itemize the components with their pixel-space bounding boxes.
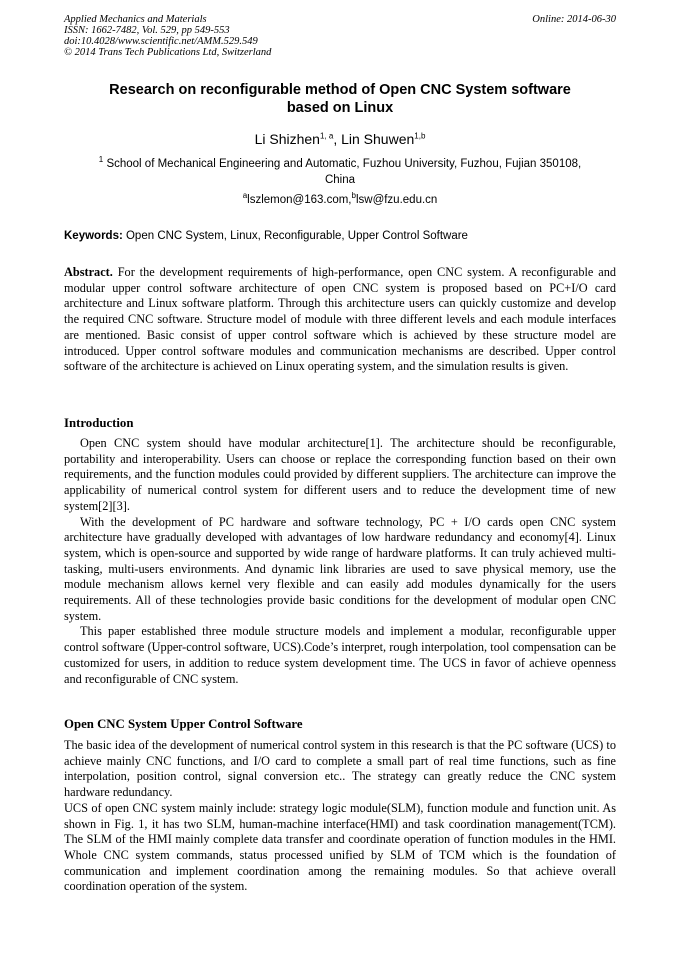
author-1: Li Shizhen [254, 131, 320, 147]
author-emails [64, 193, 616, 207]
keywords-label: Keywords: [64, 230, 123, 242]
affiliation-marker: 1 [98, 155, 104, 165]
author-list [64, 130, 616, 148]
title-line-1: Research on reconfigurable method of Open CNC System software [109, 82, 571, 98]
ocs-paragraph-1: The basic idea of the development of numerical control system in this research is that the PC software (UCS) to achieve mainly CNC functions, and I/O card to complete a small part of real time functions, such as fine interpolation, position control, signal conversion etc.. The strategy can greatly reduce the CNC system hardware redundancy. [64, 738, 616, 800]
keywords-text: Open CNC System, Linux, Reconfigurable, Upper Control Software [122, 230, 468, 242]
upper-control-body [64, 738, 616, 895]
author-2-affil: 1,b [414, 131, 426, 141]
online-date: Online: 2014-06-30 [532, 14, 616, 25]
issn-line: ISSN: 1662-7482, Vol. 529, pp 549-553 [64, 25, 230, 36]
ocs-paragraph-2: UCS of open CNC system mainly include: strategy logic module(SLM), function module and function unit. As shown in Fig. 1, it has two SLM, human-machine interface(HMI) and task coordination management(TCM). The SLM of the HMI mainly complete data transfer and coordinate operation of function modules in the HMI. Whole CNC system commands, status processed unified by SLM of TCM which is the foundation of communication and implement coordination among the remaining modules. So that achieve overall coordination operation of the system. [64, 800, 616, 894]
abstract [64, 265, 616, 375]
keywords [64, 229, 616, 243]
section-heading-upper-control: Open CNC System Upper Control Software [64, 717, 303, 731]
doi-line: doi:10.4028/www.scientific.net/AMM.529.549 [64, 36, 258, 47]
abstract-text: For the development requirements of high-performance, open CNC system. A reconfigurable and modular upper control software architecture of open CNC system is proposed based on PC+I/O card architecture and Linux software platform. Through this architecture users can quickly customize and develop the required CNC software. Structure model of module with three different levels and each module interfaces are mentioned. Basic consist of upper control software which is achieved by these structure model are introduced. Upper control software modules and communication mechanisms are described. Upper control software of the architecture is achieved on Linux operating system, and the simulation results is given. [64, 265, 616, 374]
email-marker-a: a [242, 191, 248, 201]
journal-name: Applied Mechanics and Materials [64, 14, 207, 25]
title-line-2: based on Linux [286, 100, 394, 116]
intro-paragraph-3: This paper established three module structure models and implement a modular, reconfigurable upper control software (Upper-control software, UCS).Code’s interpret, rough interpolation, tool compensation can be customized for users, in addition to reduce system development time. The UCS in favor of achieve openness and reconfigurable of CNC system. [64, 624, 616, 686]
email-marker-b: b [351, 191, 356, 201]
author-separator: , [333, 131, 342, 147]
affiliation-line-1: School of Mechanical Engineering and Automatic, Fuzhou University, Fuzhou, Fujian 350108, [103, 158, 582, 170]
email-1[interactable]: lszlemon@163.com, [247, 194, 352, 206]
affiliation [64, 156, 616, 188]
affiliation-line-2: China [324, 174, 356, 186]
section-heading-introduction: Introduction [64, 416, 134, 430]
copyright-line: © 2014 Trans Tech Publications Ltd, Switzerland [64, 47, 272, 58]
journal-header [64, 14, 616, 58]
intro-paragraph-1: Open CNC system should have modular architecture[1]. The architecture should be reconfigurable, portability and interoperability. Users can choose or replace the corresponding function based on their own requirements, and the function modules could provided by different suppliers. The architecture can improve the applicability of numerical control system for different users and to reduce the development time of new system[2][3]. [64, 436, 616, 513]
author-1-affil: 1, a [319, 131, 334, 141]
author-2: Lin Shuwen [341, 131, 415, 147]
paper-title [64, 81, 616, 117]
introduction-body [64, 436, 616, 687]
email-2[interactable]: lsw@fzu.edu.cn [355, 194, 438, 206]
abstract-label: Abstract. [64, 265, 113, 279]
intro-paragraph-2: With the development of PC hardware and software technology, PC + I/O cards open CNC system architecture have gradually developed with advantages of low hardware redundancy and economy[4]. Linux system, which is open-source and supported by wide range of hardware platforms. It can truly achieved multi-tasking, multi-users environments. And dynamic link libraries are used to save physical memory, use the module mechanism allows kernel very flexible and can easily add modules dynamically for the users requirements. All of these technologies provide basic conditions for the development of modular open CNC system. [64, 514, 616, 623]
